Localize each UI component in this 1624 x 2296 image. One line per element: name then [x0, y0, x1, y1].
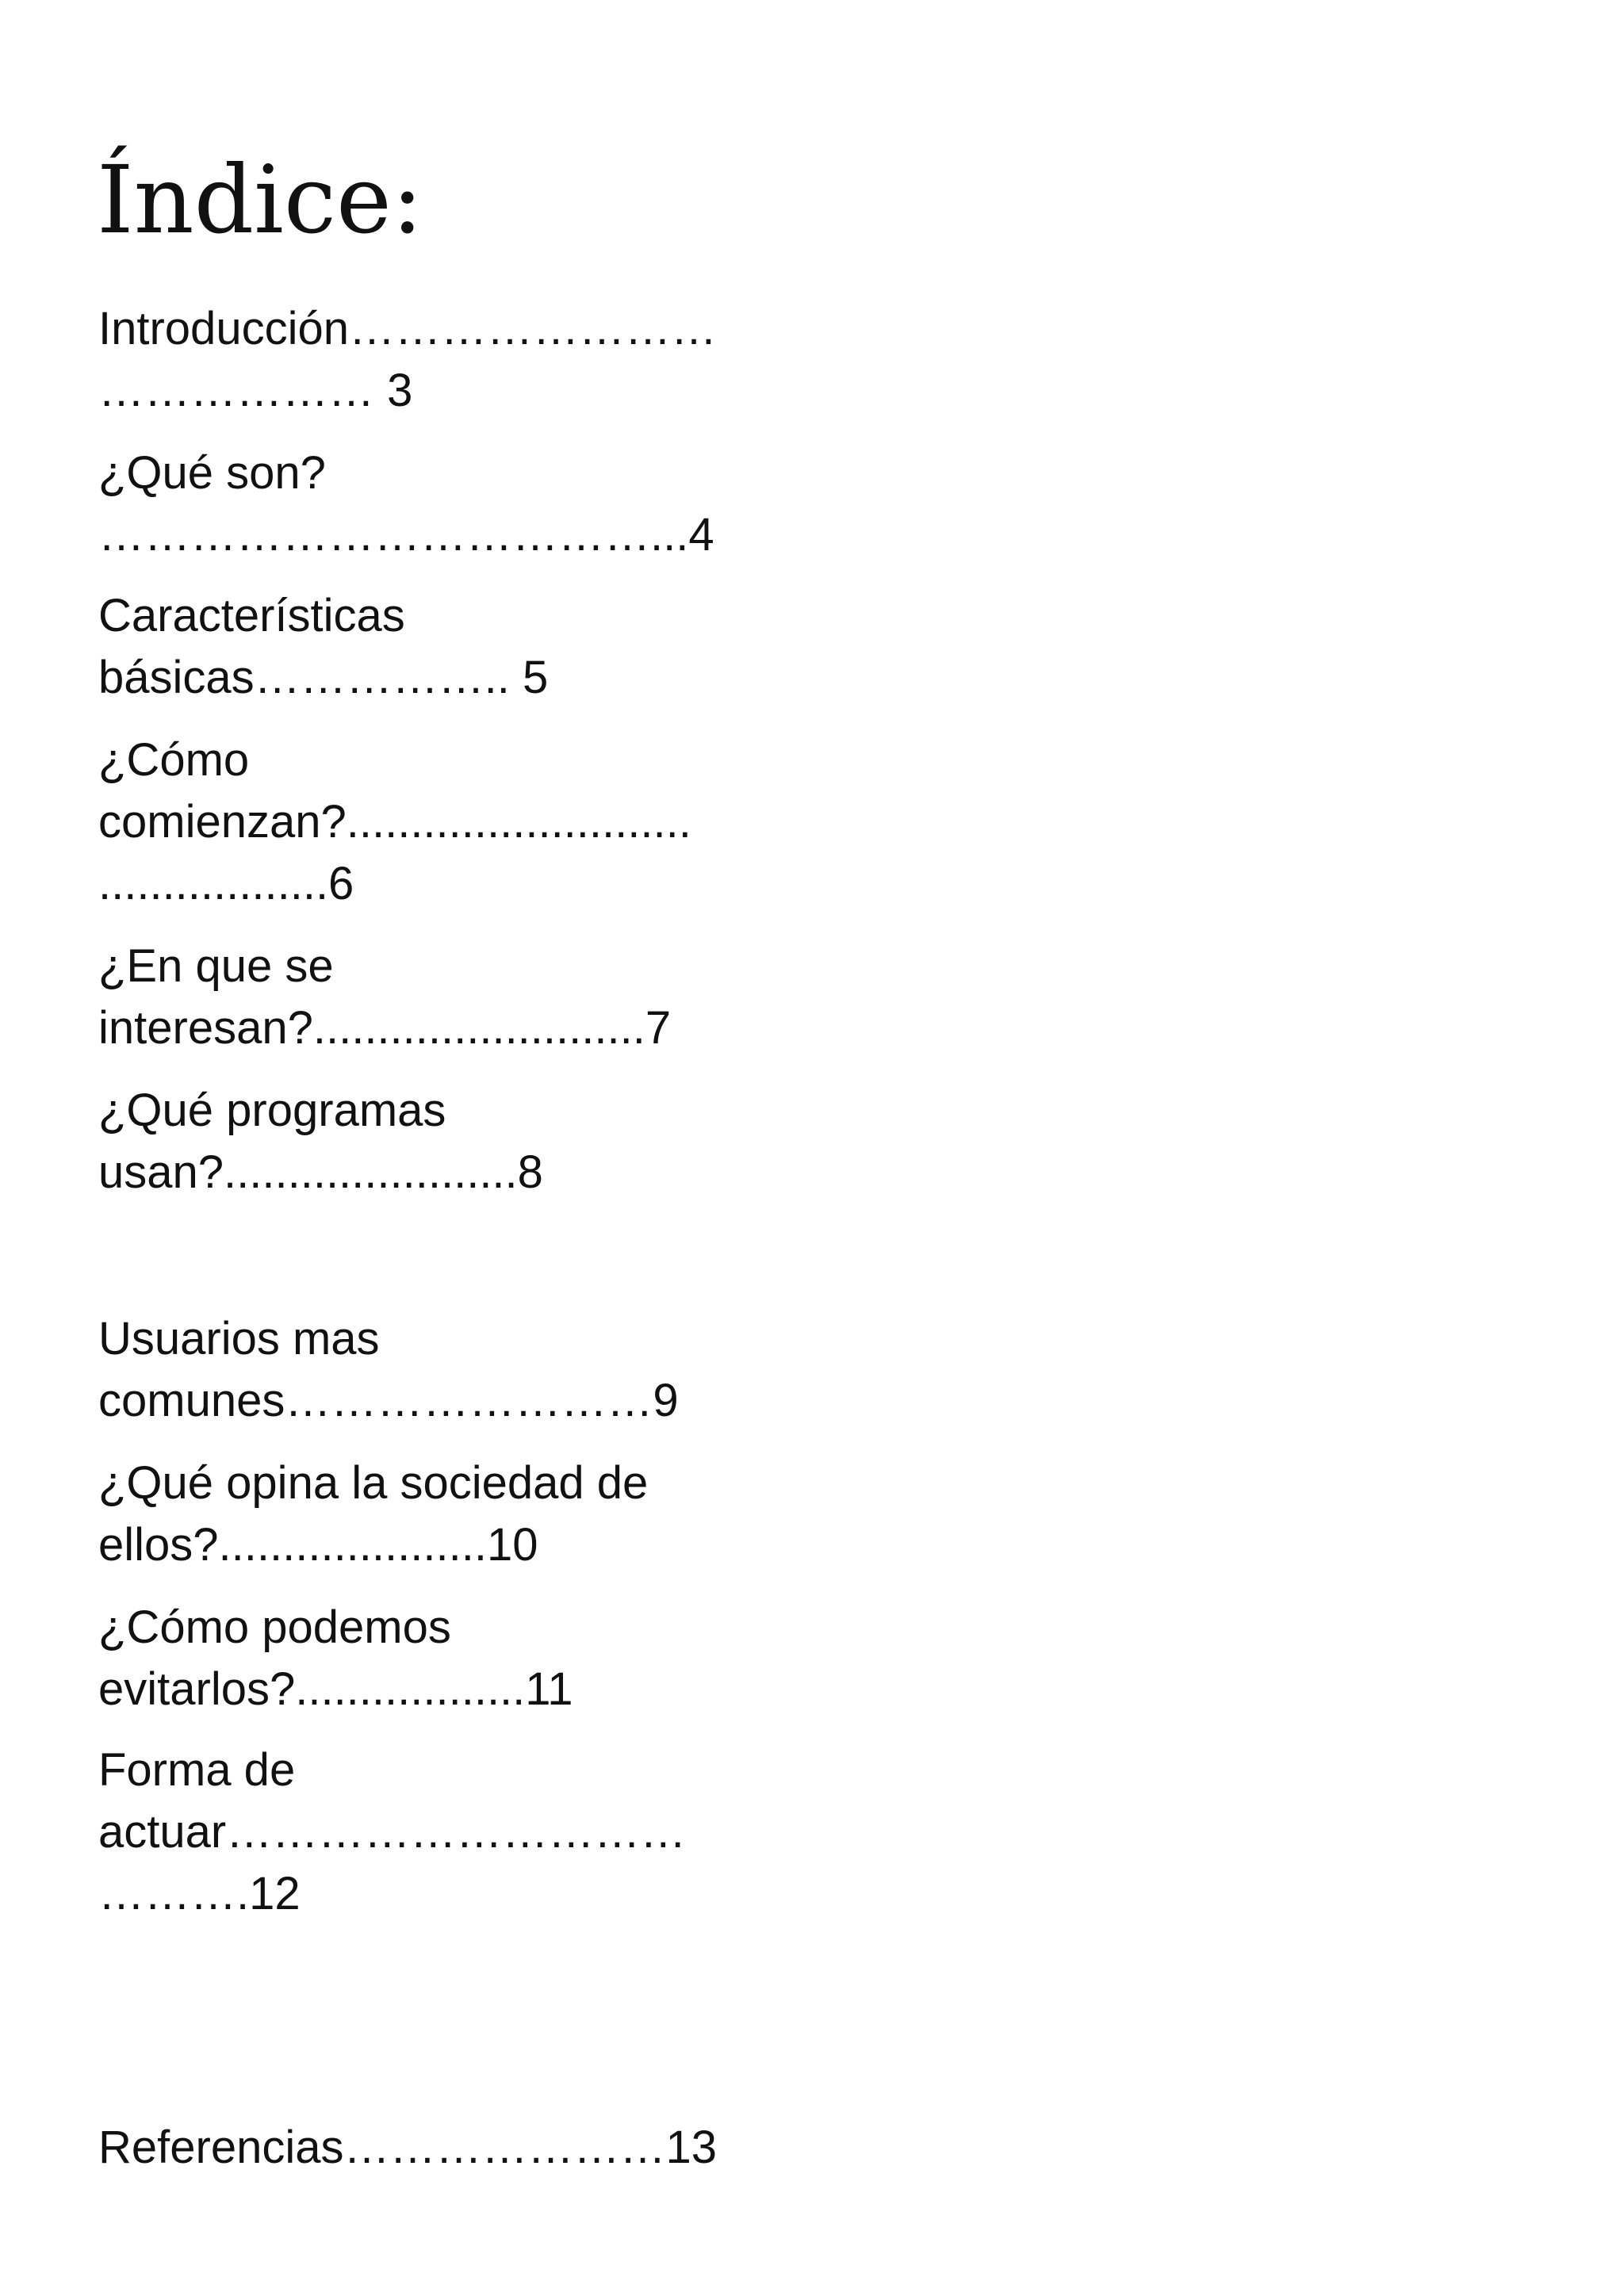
toc-entry-como-evitarlos-line-2: evitarlos?..................11 — [98, 1663, 573, 1715]
toc-entry-como-evitarlos-line-1: ¿Cómo podemos — [98, 1601, 451, 1653]
toc-entry-introduccion-line-1: Introducción…………………… — [98, 303, 717, 354]
toc-entry-introduccion-line-2: ……………… 3 — [98, 365, 413, 416]
toc-entry-referencias-line-1: Referencias…………………13 — [98, 2122, 717, 2173]
toc-entry-caracteristicas-line-2: básicas…………….. 5 — [98, 652, 549, 703]
toc-entry-que-opina-line-1: ¿Qué opina la sociedad de — [98, 1457, 649, 1509]
toc-entry-en-que-se-interesan-line-1: ¿En que se — [98, 940, 334, 992]
toc-entry-que-opina-line-2: ellos?.....................10 — [98, 1519, 538, 1571]
toc-entry-como-comienzan-line-2: comienzan?........................... — [98, 796, 691, 848]
toc-entry-que-programas-line-2: usan?.......................8 — [98, 1146, 543, 1198]
toc-entry-forma-de-actuar-line-3: ……….12 — [98, 1868, 301, 1919]
toc-entry-en-que-se-interesan-line-2: interesan?..........................7 — [98, 1002, 672, 1054]
toc-entry-que-son-line-2: ………………………………...4 — [98, 509, 714, 561]
toc-entry-forma-de-actuar-line-2: actuar………………………… — [98, 1806, 687, 1858]
toc-entry-usuarios-line-1: Usuarios mas — [98, 1313, 380, 1364]
toc-entry-forma-de-actuar-line-1: Forma de — [98, 1744, 296, 1796]
toc-entry-como-comienzan-line-3: ..................6 — [98, 858, 354, 909]
toc-entry-caracteristicas-line-1: Características — [98, 590, 405, 641]
toc-entry-como-comienzan-line-1: ¿Cómo — [98, 734, 250, 786]
toc-entry-usuarios-line-2: comunes……………………9 — [98, 1375, 679, 1426]
toc-entry-que-son-line-1: ¿Qué son? — [98, 447, 326, 499]
toc-entry-que-programas-line-1: ¿Qué programas — [98, 1085, 446, 1136]
page-title: Índice: — [97, 145, 423, 254]
